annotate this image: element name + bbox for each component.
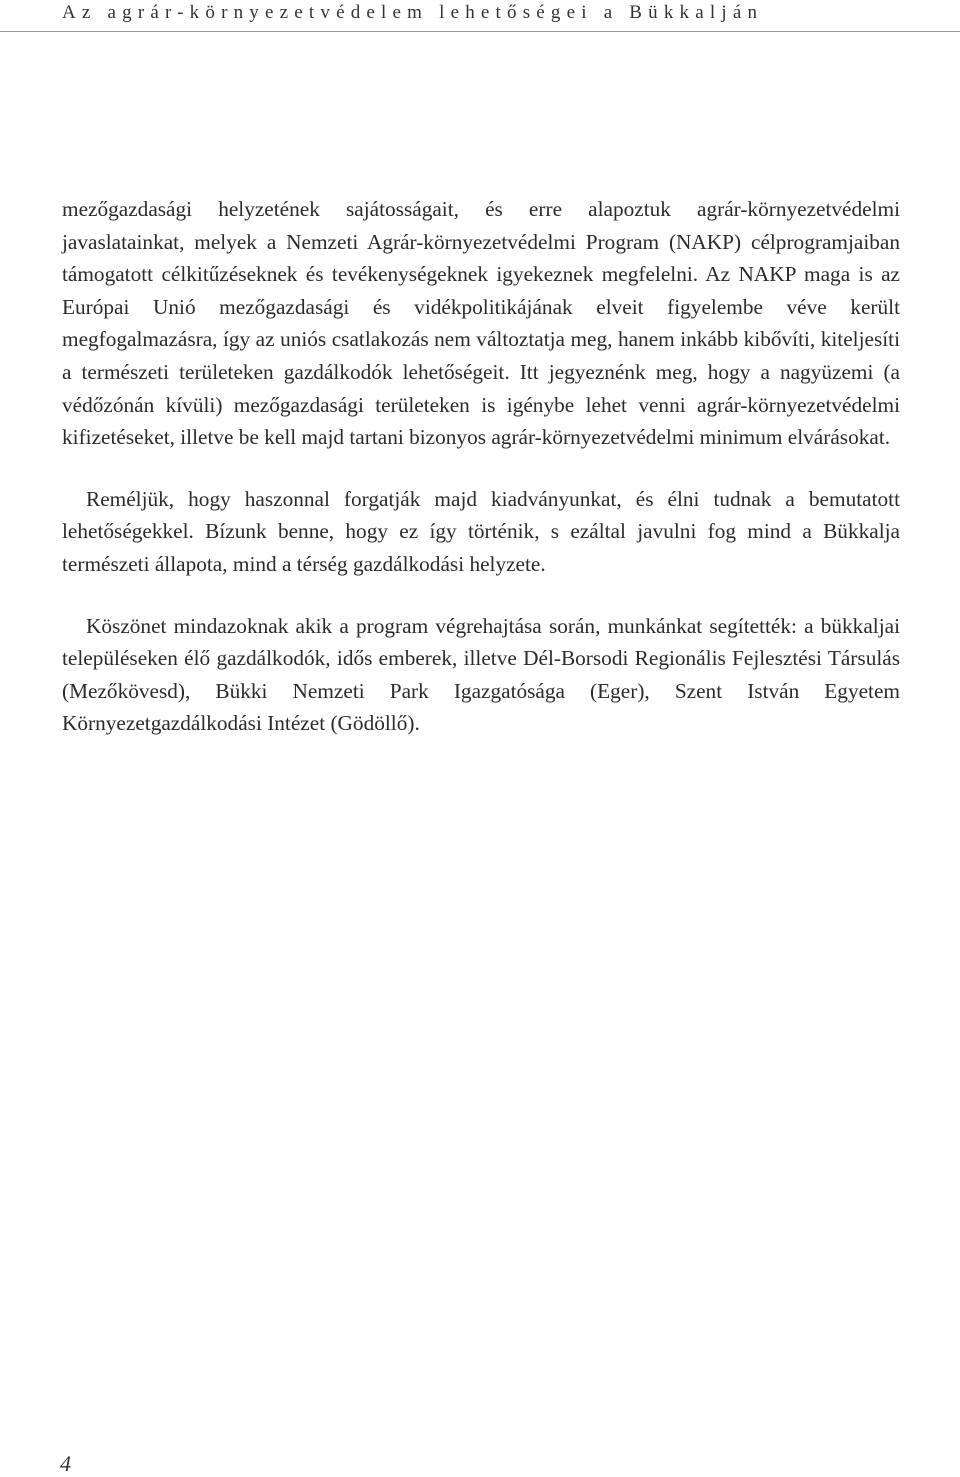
paragraph-intro: mezőgazdasági helyzetének sajátosságait, és erre alapoztuk agrár-környezetvédelmi javaslatainkat, melyek a Nemzeti Agrár-környezetvédelmi Program (NAKP) célprogramjaiban támogatott célkitűzéseknek és tevékenységeknek igyekeznek megfelelni. Az NAKP maga is az Európai Unió mezőgazdasági és vidékpolitikájának elveit figyelembe véve került megfogalmazásra, így az uniós csatlakozás nem változtatja meg, hanem inkább kibővíti, kiteljesíti a természeti területeken gazdálkodók lehetőségeit. Itt jegyeznénk meg, hogy a nagyüzemi (a védőzónán kívüli) mezőgazdasági területeken is igénybe lehet venni agrár-környezetvédelmi kifizetéseket, illetve be kell majd tartani bizonyos agrár-környezetvédelmi minimum elvárásokat. <box>62 197 900 450</box>
running-header: Az agrár-környezetvédelem lehetőségei a Bükkalján <box>62 2 764 23</box>
paragraph-wishes: Reméljük, hogy haszonnal forgatják majd kiadványunkat, és élni tudnak a bemutatott lehetőségekkel. Bízunk benne, hogy ez így történik, s ezáltal javulni fog mind a Bükkalja természeti állapota, mind a térség gazdálkodási helyzete. <box>62 486 900 576</box>
body-text <box>62 193 900 740</box>
paragraph-acknowledgements: Köszönet mindazoknak akik a program végrehajtása során, munkánkat segítették: a bükkaljai településeken élő gazdálkodók, idős emberek, illetve Dél-Borsodi Regionális Fejlesztési Társulás (Mezőkövesd), Bükki Nemzeti Park Igazgatósága (Eger), Szent István Egyetem Környezetgazdálkodási Intézet (Gödöllő). <box>62 613 900 736</box>
header-rule <box>0 31 960 32</box>
page-number: 4 <box>60 1451 71 1476</box>
